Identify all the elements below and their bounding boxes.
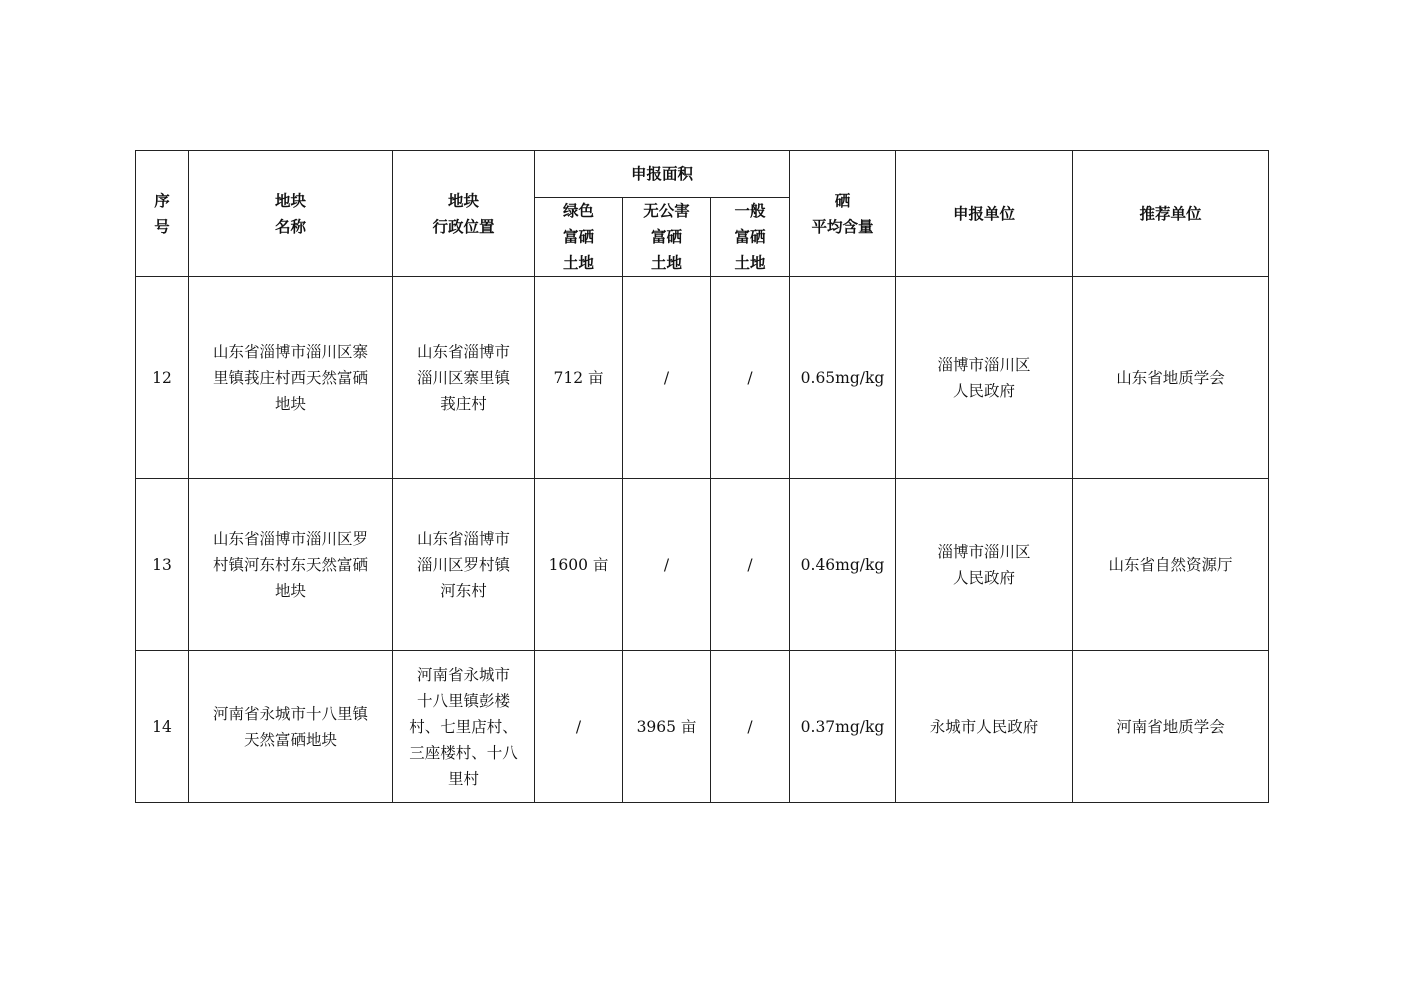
row-location-cell [393, 651, 535, 803]
header-area-group: 申报面积 [535, 151, 790, 198]
row-name: 山东省淄博市淄川区寨 里镇莪庄村西天然富硒 地块 [212, 342, 368, 413]
header-seq: 序 号 [136, 151, 189, 277]
row-seq: 12 [136, 277, 189, 479]
table-row [136, 479, 1269, 651]
row-area-green: / [535, 651, 623, 803]
row-area-green: 712 亩 [535, 277, 623, 479]
row-area-nonpollution: / [623, 277, 711, 479]
row-location: 河南省永城市 十八里镇彭楼 村、七里店村、 三座楼村、十八 里村 [409, 665, 518, 788]
table-row [136, 651, 1269, 803]
header-applicant: 申报单位 [896, 151, 1073, 277]
row-seq: 14 [136, 651, 189, 803]
row-location-cell [393, 277, 535, 479]
row-name: 山东省淄博市淄川区罗 村镇河东村东天然富硒 地块 [212, 529, 368, 600]
row-location: 山东省淄博市 淄川区罗村镇 河东村 [416, 529, 510, 600]
row-applicant: 永城市人民政府 [896, 651, 1073, 803]
row-applicant: 淄博市淄川区 人民政府 [896, 479, 1073, 651]
row-area-general: / [711, 277, 790, 479]
selenium-land-table [135, 150, 1269, 803]
header-row-1 [136, 151, 1269, 198]
header-area-general: 一般 富硒 土地 [711, 198, 790, 277]
row-applicant: 淄博市淄川区 人民政府 [896, 277, 1073, 479]
row-name: 河南省永城市十八里镇 天然富硒地块 [212, 704, 368, 749]
header-selenium: 硒 平均含量 [790, 151, 896, 277]
row-selenium: 0.46mg/kg [790, 479, 896, 651]
row-area-general: / [711, 651, 790, 803]
table-row [136, 277, 1269, 479]
row-selenium: 0.37mg/kg [790, 651, 896, 803]
row-area-green: 1600 亩 [535, 479, 623, 651]
header-area-green: 绿色 富硒 土地 [535, 198, 623, 277]
row-name-cell [189, 651, 393, 803]
row-area-general: / [711, 479, 790, 651]
row-name-cell [189, 479, 393, 651]
row-recommender: 山东省自然资源厅 [1073, 479, 1269, 651]
row-area-nonpollution: / [623, 479, 711, 651]
row-area-nonpollution: 3965 亩 [623, 651, 711, 803]
row-selenium: 0.65mg/kg [790, 277, 896, 479]
row-location: 山东省淄博市 淄川区寨里镇 莪庄村 [416, 342, 510, 413]
header-location: 地块 行政位置 [393, 151, 535, 277]
row-seq: 13 [136, 479, 189, 651]
row-recommender: 河南省地质学会 [1073, 651, 1269, 803]
row-recommender: 山东省地质学会 [1073, 277, 1269, 479]
row-location-cell [393, 479, 535, 651]
row-name-cell [189, 277, 393, 479]
header-name: 地块 名称 [189, 151, 393, 277]
header-area-nonpollution: 无公害 富硒 土地 [623, 198, 711, 277]
header-recommender: 推荐单位 [1073, 151, 1269, 277]
